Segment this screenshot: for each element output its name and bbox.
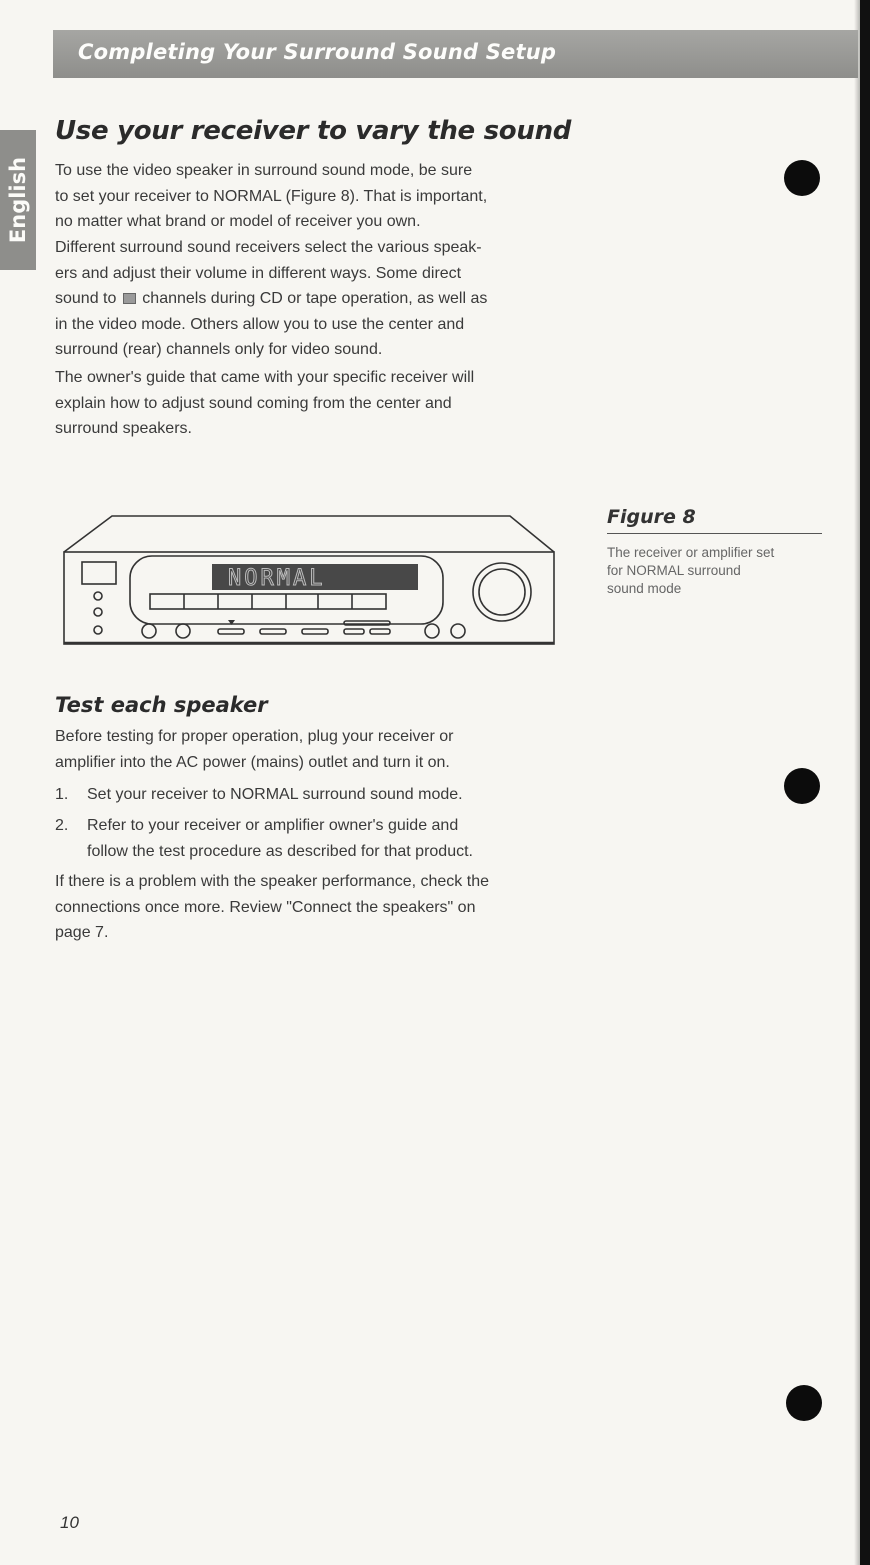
section-title-test-speaker: Test each speaker <box>55 693 268 717</box>
binder-hole <box>786 1385 822 1421</box>
header-title: Completing Your Surround Sound Setup <box>78 40 557 64</box>
display-text: NORMAL <box>228 566 326 591</box>
page-edge-shadow <box>860 0 870 1565</box>
figure-caption: The receiver or amplifier set for NORMAL surround sound mode <box>607 545 775 596</box>
paragraph-3: The owner's guide that came with your specific receiver will explain how to adjust sound coming from the center and surround speakers. <box>55 369 475 437</box>
test-outro: If there is a problem with the speaker performance, check the connections once more. Review "Connect the speakers" on page 7. <box>55 873 489 941</box>
section-title-vary-sound: Use your receiver to vary the sound <box>55 116 572 146</box>
binder-hole <box>784 768 820 804</box>
page-number: 10 <box>60 1513 79 1532</box>
list-number: 1. <box>55 786 69 803</box>
figure-rule <box>607 533 822 534</box>
list-number: 2. <box>55 817 69 834</box>
language-tab-label: English <box>6 156 30 244</box>
paragraph-1: To use the video speaker in surround sound mode, be sure to set your receiver to NORMAL (Figure 8). That is important, no matter what brand or model of receiver you own. <box>55 162 488 230</box>
list-item: 1. Set your receiver to NORMAL surround sound mode. <box>55 782 607 808</box>
test-intro: Before testing for proper operation, plug your receiver or amplifier into the AC power (mains) outlet and turn it on. <box>55 728 454 771</box>
language-tab <box>0 130 36 270</box>
figure-title: Figure 8 <box>607 506 696 528</box>
binder-hole <box>784 160 820 196</box>
receiver-illustration <box>60 510 558 650</box>
header-bar <box>53 30 858 78</box>
list-item: 2. Refer to your receiver or amplifier owner's guide and follow the test procedure as described for that product. <box>55 813 607 864</box>
channel-icon <box>123 293 136 304</box>
paragraph-2: Different surround sound receivers select the various speak- ers and adjust their volume in different ways. Some direct sound to channels during CD or tape operation, as well as in the video mode. Others allow you to use the center and surround (rear) channels only for video sound. <box>55 239 488 358</box>
